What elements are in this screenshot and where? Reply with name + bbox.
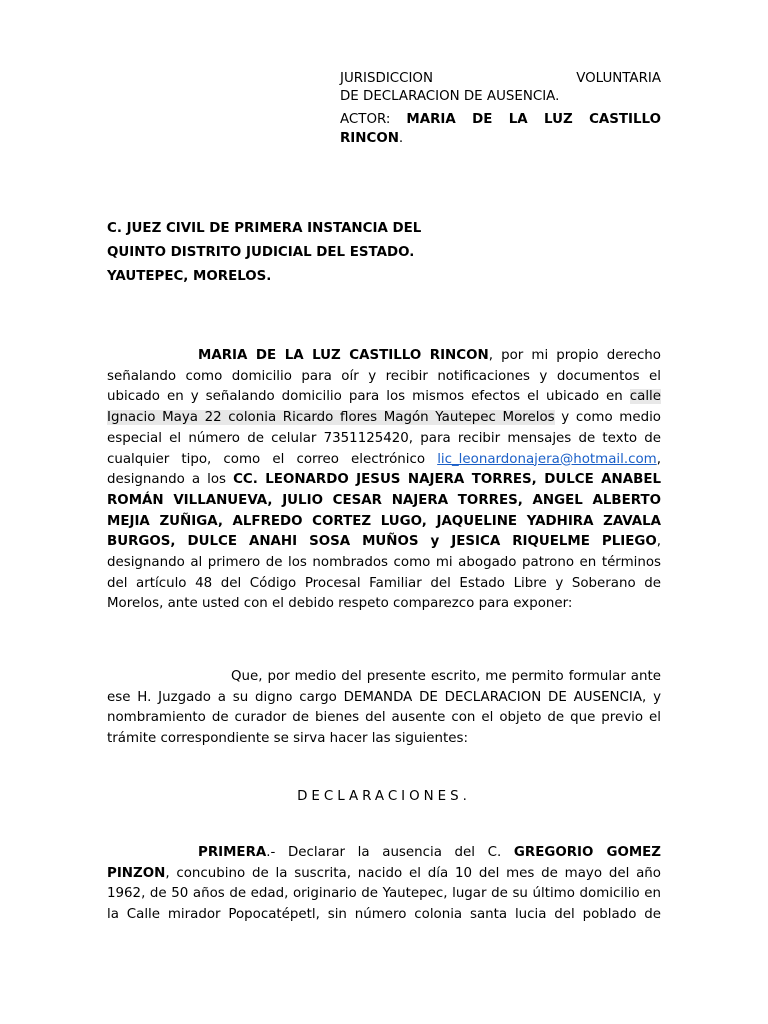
que-paragraph: Que, por medio del presente escrito, me permito formular ante ese H. Juzgado a su digno cargo DEMANDA DE DECLARACION DE AUSENCIA, y nombramiento de curador de bienes del ausente con el objeto de que previo el trámite correspondiente se sirva hacer las siguientes: xyxy=(107,669,661,747)
actor-label: ACTOR: xyxy=(340,112,391,127)
header-line-2: DE DECLARACION DE AUSENCIA. xyxy=(340,89,560,104)
intro-text-4: , designando al primero de los nombrados como mi abogado patrono en términos del artículo 48 del Código Procesal Familiar del Estado Libre y Soberano de Morelos, ante usted con el debido respeto comparezco para exponer: xyxy=(107,534,661,612)
header-actor xyxy=(340,110,661,148)
addressee-line-2: QUINTO DISTRITO JUDICIAL DEL ESTADO. xyxy=(107,245,415,260)
primera-label: PRIMERA xyxy=(198,845,267,860)
intro-text-3: , designando a los xyxy=(107,451,661,488)
intro-lawyers: CC. LEONARDO JESUS NAJERA TORRES, DULCE ANABEL ROMÁN VILLANUEVA, JULIO CESAR NAJERA TORRES, ANGEL ALBERTO MEJIA ZUÑIGA, ALFREDO CORTEZ LUGO, JAQUELINE YADHIRA ZAVALA BURGOS, DULCE ANAHI SOSA MUÑOS y JESICA RIQUELME PLIEGO xyxy=(107,472,661,550)
primera-paragraph xyxy=(107,843,661,926)
intro-name: MARIA DE LA LUZ CASTILLO RINCON xyxy=(198,348,489,363)
declaraciones-heading: DECLARACIONES. xyxy=(297,789,471,804)
header-voluntaria: VOLUNTARIA xyxy=(576,71,661,86)
actor-end: . xyxy=(398,131,404,146)
intro-text-1: , por mi propio derecho señalando como domicilio para oír y recibir notificaciones y documentos el ubicado en y señalando domicilio para los mismos efectos el ubicado en xyxy=(107,348,661,405)
actor-name: MARIA DE LA LUZ CASTILLO RINCON xyxy=(340,112,661,146)
header-jurisdiccion: JURISDICCION xyxy=(340,71,433,86)
email-link[interactable]: lic_leonardonajera@hotmail.com xyxy=(437,451,657,467)
addressee-line-1: C. JUEZ CIVIL DE PRIMERA INSTANCIA DEL xyxy=(107,221,422,236)
intro-address: calle Ignacio Maya 22 colonia Ricardo flores Magón Yautepec Morelos xyxy=(107,389,661,426)
intro-text-2: y como medio especial el número de celular 7351125420, para recibir mensajes de texto de cualquier tipo, como el correo electrónico xyxy=(107,410,661,467)
intro-paragraph xyxy=(107,346,661,615)
primera-text-1: .- Declarar la ausencia del C. xyxy=(266,845,514,860)
primera-name: GREGORIO GOMEZ PINZON xyxy=(107,845,662,881)
addressee-line-3: YAUTEPEC, MORELOS. xyxy=(107,269,272,284)
header-line-1 xyxy=(340,70,661,88)
primera-text-2: , concubino de la suscrita, nacido el día 10 del mes de mayo del año 1962, de 50 años de edad, originario de Yautepec, lugar de su último domicilio en la Calle mirador Popocatépetl, sin número colonia santa lucia del poblado de xyxy=(107,865,661,923)
